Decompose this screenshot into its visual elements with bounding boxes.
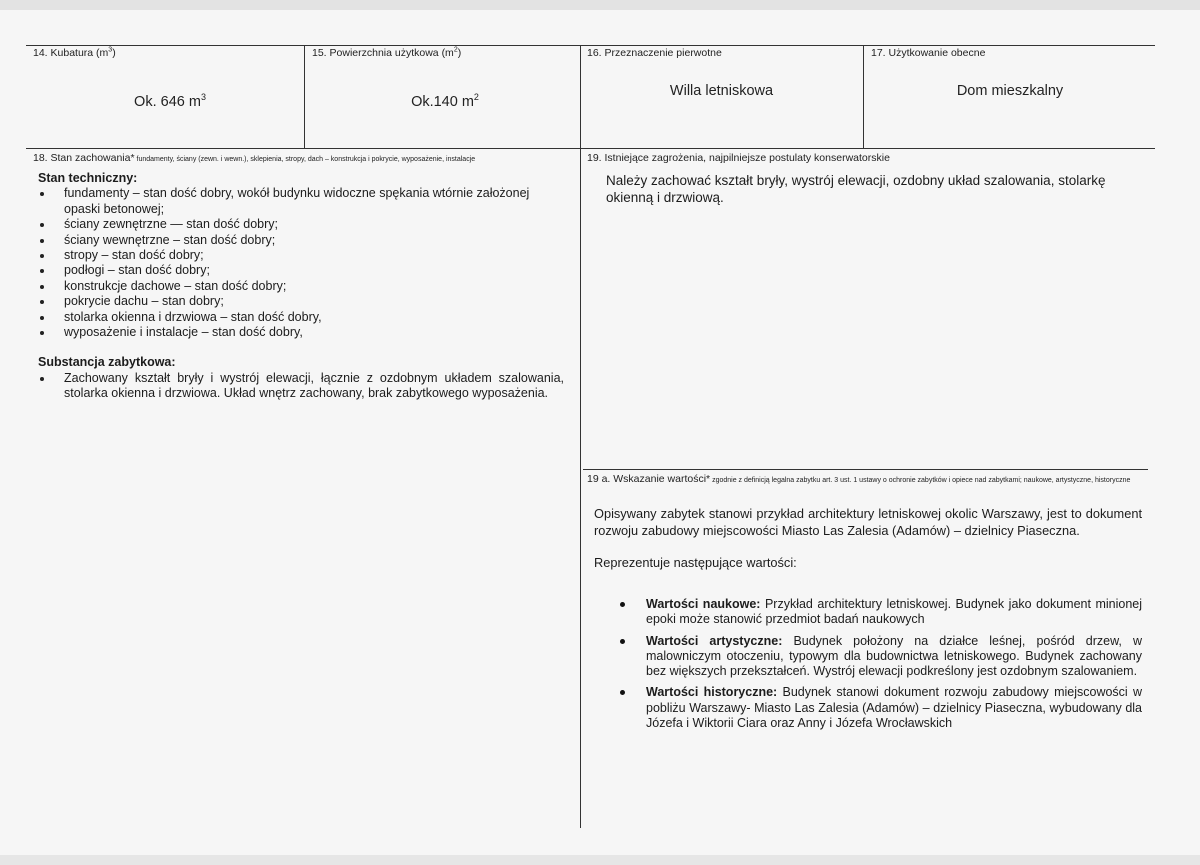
field-14-value: Ok. 646 $m^3$: [134, 92, 206, 110]
scan-edge-bottom: [0, 855, 1200, 865]
value-item-artistic: Wartości artystyczne: Budynek położony na działce leśnej, pośród drzew, w malowniczym otoczeniu, typowym dla budownictwa letniskowego. Budynek zachowany bez większych przekształceń. Wystrój elewacji podkreślony jest ozdobnym szalowaniem.: [618, 634, 1142, 680]
field-15-label: 15. Powierzchnia użytkowa $(m^2)$: [312, 46, 462, 59]
field-19-text: Należy zachować kształt bryły, wystrój elewacji, ozdobny układ szalowania, stolarkę okienną i drzwiową.: [606, 173, 1106, 205]
form-top-border: [26, 45, 1155, 46]
field-19a-label: 19 a. Wskazanie wartości* zgodnie z definicją legalna zabytku art. 3 ust. 1 ustawy o ochronie zabytków i opiece nad zabytkami; naukowe, artystyczne, historyczne: [587, 473, 1131, 485]
historic-substance-heading: Substancja zabytkowa:: [38, 355, 176, 370]
list-item: Zachowany kształt bryły i wystrój elewacji, łącznie z ozdobnym układem szalowania, stolarka okienna i drzwiowa. Układ wnętrz zachowany, brak zabytkowego wyposażenia.: [38, 371, 564, 402]
field-15-value: Ok.140 $m^2$: [411, 92, 479, 110]
row-divider: [26, 148, 1155, 149]
field-18-label: 18. Stan zachowania* fundamenty, ściany (zewn. i wewn.), sklepienia, stropy, dach – konstrukcja i pokrycie, wyposażenie, instalacje: [33, 152, 476, 164]
list-item: pokrycie dachu – stan dobry;: [38, 294, 564, 309]
list-item: konstrukcje dachowe – stan dość dobry;: [38, 279, 564, 294]
technical-state-list: [38, 186, 564, 340]
field-19-label: 19. Istniejące zagrożenia, najpilniejsze postulaty konserwatorskie: [587, 152, 890, 164]
field-17-value: Dom mieszkalny: [956, 83, 1064, 99]
section-19a-divider: [583, 469, 1148, 470]
field-17-label: 17. Użytkowanie obecne: [871, 47, 986, 59]
scan-edge-top: [0, 0, 1200, 10]
values-lead: Reprezentuje następujące wartości:: [594, 555, 797, 570]
historic-substance-list: [38, 371, 564, 402]
list-item: ściany zewnętrzne — stan dość dobry;: [38, 217, 564, 232]
values-list: [618, 597, 1142, 737]
values-intro: Opisywany zabytek stanowi przykład architektury letniskowej okolic Warszawy, jest to dokument rozwoju zabudowy miejscowości Miasto Las Zalesia (Adamów) – dzielnicy Piaseczna.: [594, 506, 1142, 538]
field-19a-content: [594, 505, 1142, 571]
field-18-content: [38, 171, 564, 402]
list-item: fundamenty – stan dość dobry, wokół budynku widoczne spękania wtórnie założonej opaski betonowej;: [38, 186, 564, 217]
field-16-label: 16. Przeznaczenie pierwotne: [587, 47, 722, 59]
field-14-label: 14. Kubatura $(m^3)$: [33, 46, 116, 59]
column-divider-main: [580, 45, 581, 828]
list-item: ściany wewnętrzne – stan dość dobry;: [38, 233, 564, 248]
technical-state-heading: Stan techniczny:: [38, 171, 138, 185]
column-divider-3: [863, 45, 864, 149]
list-item: stropy – stan dość dobry;: [38, 248, 564, 263]
list-item: podłogi – stan dość dobry;: [38, 263, 564, 278]
value-item-scientific: Wartości naukowe: Przykład architektury letniskowej. Budynek jako dokument minionej epoki może stanowić przedmiot badań naukowych: [618, 597, 1142, 628]
value-item-historic: Wartości historyczne: Budynek stanowi dokument rozwoju zabudowy miejscowości w pobliżu Warszawy- Miasto Las Zalesia (Adamów) – dzielnicy Piaseczna, wybudowany dla Józefa i Wiktorii Ciara oraz Anny i Józefa Wrocławskich: [618, 685, 1142, 731]
field-16-value: Willa letniskowa: [669, 83, 774, 99]
list-item: wyposażenie i instalacje – stan dość dobry,: [38, 325, 564, 340]
column-divider-1: [304, 45, 305, 149]
list-item: stolarka okienna i drzwiowa – stan dość dobry,: [38, 310, 564, 325]
